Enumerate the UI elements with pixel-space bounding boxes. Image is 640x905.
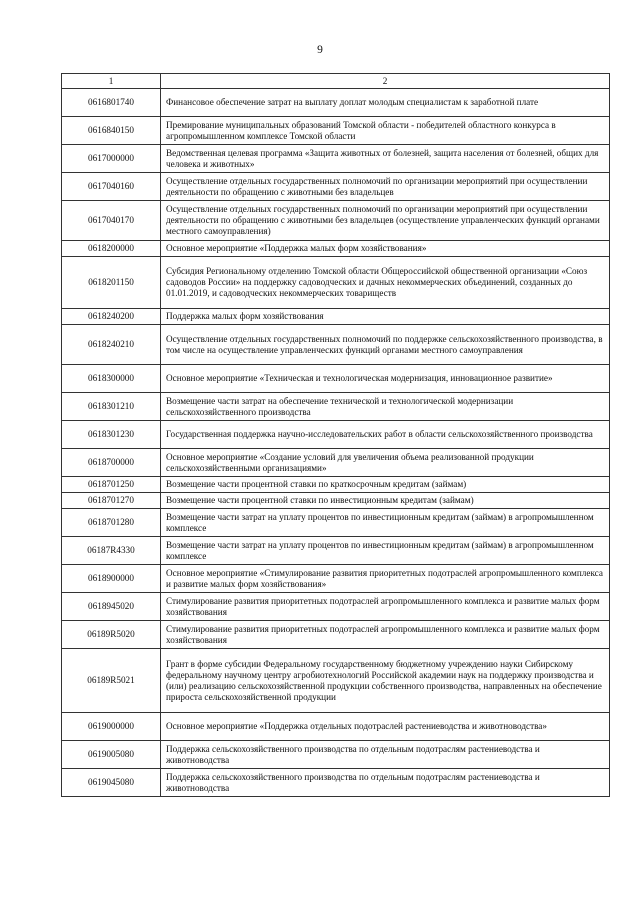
row-code-cell: 0618200000 <box>62 241 161 257</box>
row-code-cell: 06187R4330 <box>62 537 161 565</box>
row-code-cell: 0616840150 <box>62 117 161 145</box>
row-name-cell: Возмещение части затрат на уплату процентов по инвестиционным кредитам (займам) в агропромышленном комплексе <box>161 509 610 537</box>
table-row <box>62 421 610 449</box>
row-code-cell: 0616801740 <box>62 89 161 117</box>
row-name-cell: Возмещение части затрат на уплату процентов по инвестиционным кредитам (займам) в агропромышленном комплексе <box>161 537 610 565</box>
row-name-cell: Возмещение части процентной ставки по инвестиционным кредитам (займам) <box>161 493 610 509</box>
row-code-cell: 0618945020 <box>62 593 161 621</box>
row-name-cell: Основное мероприятие «Поддержка отдельных подотраслей растениеводства и животноводства» <box>161 713 610 741</box>
row-name-cell: Поддержка сельскохозяйственного производства по отдельным подотраслям растениеводства и животноводства <box>161 769 610 797</box>
row-name-cell: Возмещение части затрат на обеспечение технической и технологической модернизации сельскохозяйственного производства <box>161 393 610 421</box>
row-name-cell: Основное мероприятие «Стимулирование развития приоритетных подотраслей агропромышленного комплекса и развитие малых форм хозяйствования» <box>161 565 610 593</box>
table-row <box>62 537 610 565</box>
table-row <box>62 769 610 797</box>
table-row <box>62 117 610 145</box>
table-row <box>62 365 610 393</box>
row-code-cell: 0618700000 <box>62 449 161 477</box>
table-row <box>62 741 610 769</box>
row-code-cell: 0618701280 <box>62 509 161 537</box>
row-code-cell: 0618900000 <box>62 565 161 593</box>
table-row <box>62 393 610 421</box>
table-row <box>62 449 610 477</box>
table-row <box>62 89 610 117</box>
row-name-cell: Премирование муниципальных образований Томской области - победителей областного конкурса в агропромышленном комплексе Томской области <box>161 117 610 145</box>
row-code-cell: 0618701250 <box>62 477 161 493</box>
row-name-cell: Основное мероприятие «Создание условий для увеличения объема реализованной продукции сельскохозяйственными организациями» <box>161 449 610 477</box>
row-name-cell: Стимулирование развития приоритетных подотраслей агропромышленного комплекса и развитие малых форм хозяйствования <box>161 621 610 649</box>
row-name-cell: Возмещение части процентной ставки по краткосрочным кредитам (займам) <box>161 477 610 493</box>
table-row <box>62 565 610 593</box>
table-header-row <box>62 74 610 89</box>
table-row <box>62 201 610 241</box>
table-body <box>62 89 610 797</box>
row-name-cell: Субсидия Региональному отделению Томской области Общероссийской общественной организации «Союз садоводов России» на поддержку садоводческих и дачных некоммерческих объединений, созданных до 01.01.2019, и садоводческих некоммерческих товариществ <box>161 257 610 309</box>
row-code-cell: 0619045080 <box>62 769 161 797</box>
row-code-cell: 0617000000 <box>62 145 161 173</box>
row-code-cell: 06189R5021 <box>62 649 161 713</box>
row-code-cell: 0618300000 <box>62 365 161 393</box>
budget-classification-table <box>61 73 610 797</box>
row-code-cell: 0618701270 <box>62 493 161 509</box>
row-name-cell: Поддержка малых форм хозяйствования <box>161 309 610 325</box>
row-name-cell: Основное мероприятие «Техническая и технологическая модернизация, инновационное развитие» <box>161 365 610 393</box>
row-name-cell: Поддержка сельскохозяйственного производства по отдельным подотраслям растениеводства и животноводства <box>161 741 610 769</box>
row-code-cell: 0618240210 <box>62 325 161 365</box>
column-header-code: 1 <box>62 74 161 89</box>
row-name-cell: Ведомственная целевая программа «Защита животных от болезней, защита населения от болезней, общих для человека и животных» <box>161 145 610 173</box>
row-name-cell: Стимулирование развития приоритетных подотраслей агропромышленного комплекса и развитие малых форм хозяйствования <box>161 593 610 621</box>
row-name-cell: Финансовое обеспечение затрат на выплату доплат молодым специалистам к заработной плате <box>161 89 610 117</box>
row-name-cell: Осуществление отдельных государственных полномочий по организации мероприятий при осуществлении деятельности по обращению с животными без владельцев (осуществление управленческих функций органами местного самоуправления) <box>161 201 610 241</box>
table-row <box>62 173 610 201</box>
column-header-name: 2 <box>161 74 610 89</box>
row-code-cell: 0618201150 <box>62 257 161 309</box>
table-row <box>62 325 610 365</box>
row-code-cell: 0618301210 <box>62 393 161 421</box>
row-code-cell: 0619005080 <box>62 741 161 769</box>
row-name-cell: Государственная поддержка научно-исследовательских работ в области сельскохозяйственного производства <box>161 421 610 449</box>
table-row <box>62 509 610 537</box>
row-code-cell: 0619000000 <box>62 713 161 741</box>
row-name-cell: Основное мероприятие «Поддержка малых форм хозяйствования» <box>161 241 610 257</box>
row-name-cell: Осуществление отдельных государственных полномочий по поддержке сельскохозяйственного производства, в том числе на осуществление управленческих функций органами местного самоуправления <box>161 325 610 365</box>
row-name-cell: Осуществление отдельных государственных полномочий по организации мероприятий при осуществлении деятельности по обращению с животными без владельцев <box>161 173 610 201</box>
table-row <box>62 477 610 493</box>
page-number: 9 <box>317 44 323 56</box>
table-row <box>62 241 610 257</box>
table-row <box>62 145 610 173</box>
table-row <box>62 257 610 309</box>
row-code-cell: 0617040170 <box>62 201 161 241</box>
table-row <box>62 713 610 741</box>
row-name-cell: Грант в форме субсидии Федеральному государственному бюджетному учреждению науки Сибирскому федеральному научному центру агробиотехнологий Российской академии наук на поддержку производства и (или) реализацию сельскохозяйственной продукции собственного производства, направленных на обеспечение прироста сельскохозяйственной продукции <box>161 649 610 713</box>
row-code-cell: 06189R5020 <box>62 621 161 649</box>
table-row <box>62 649 610 713</box>
row-code-cell: 0618301230 <box>62 421 161 449</box>
row-code-cell: 0618240200 <box>62 309 161 325</box>
row-code-cell: 0617040160 <box>62 173 161 201</box>
table-row <box>62 621 610 649</box>
table-row <box>62 309 610 325</box>
table-row <box>62 493 610 509</box>
table-row <box>62 593 610 621</box>
